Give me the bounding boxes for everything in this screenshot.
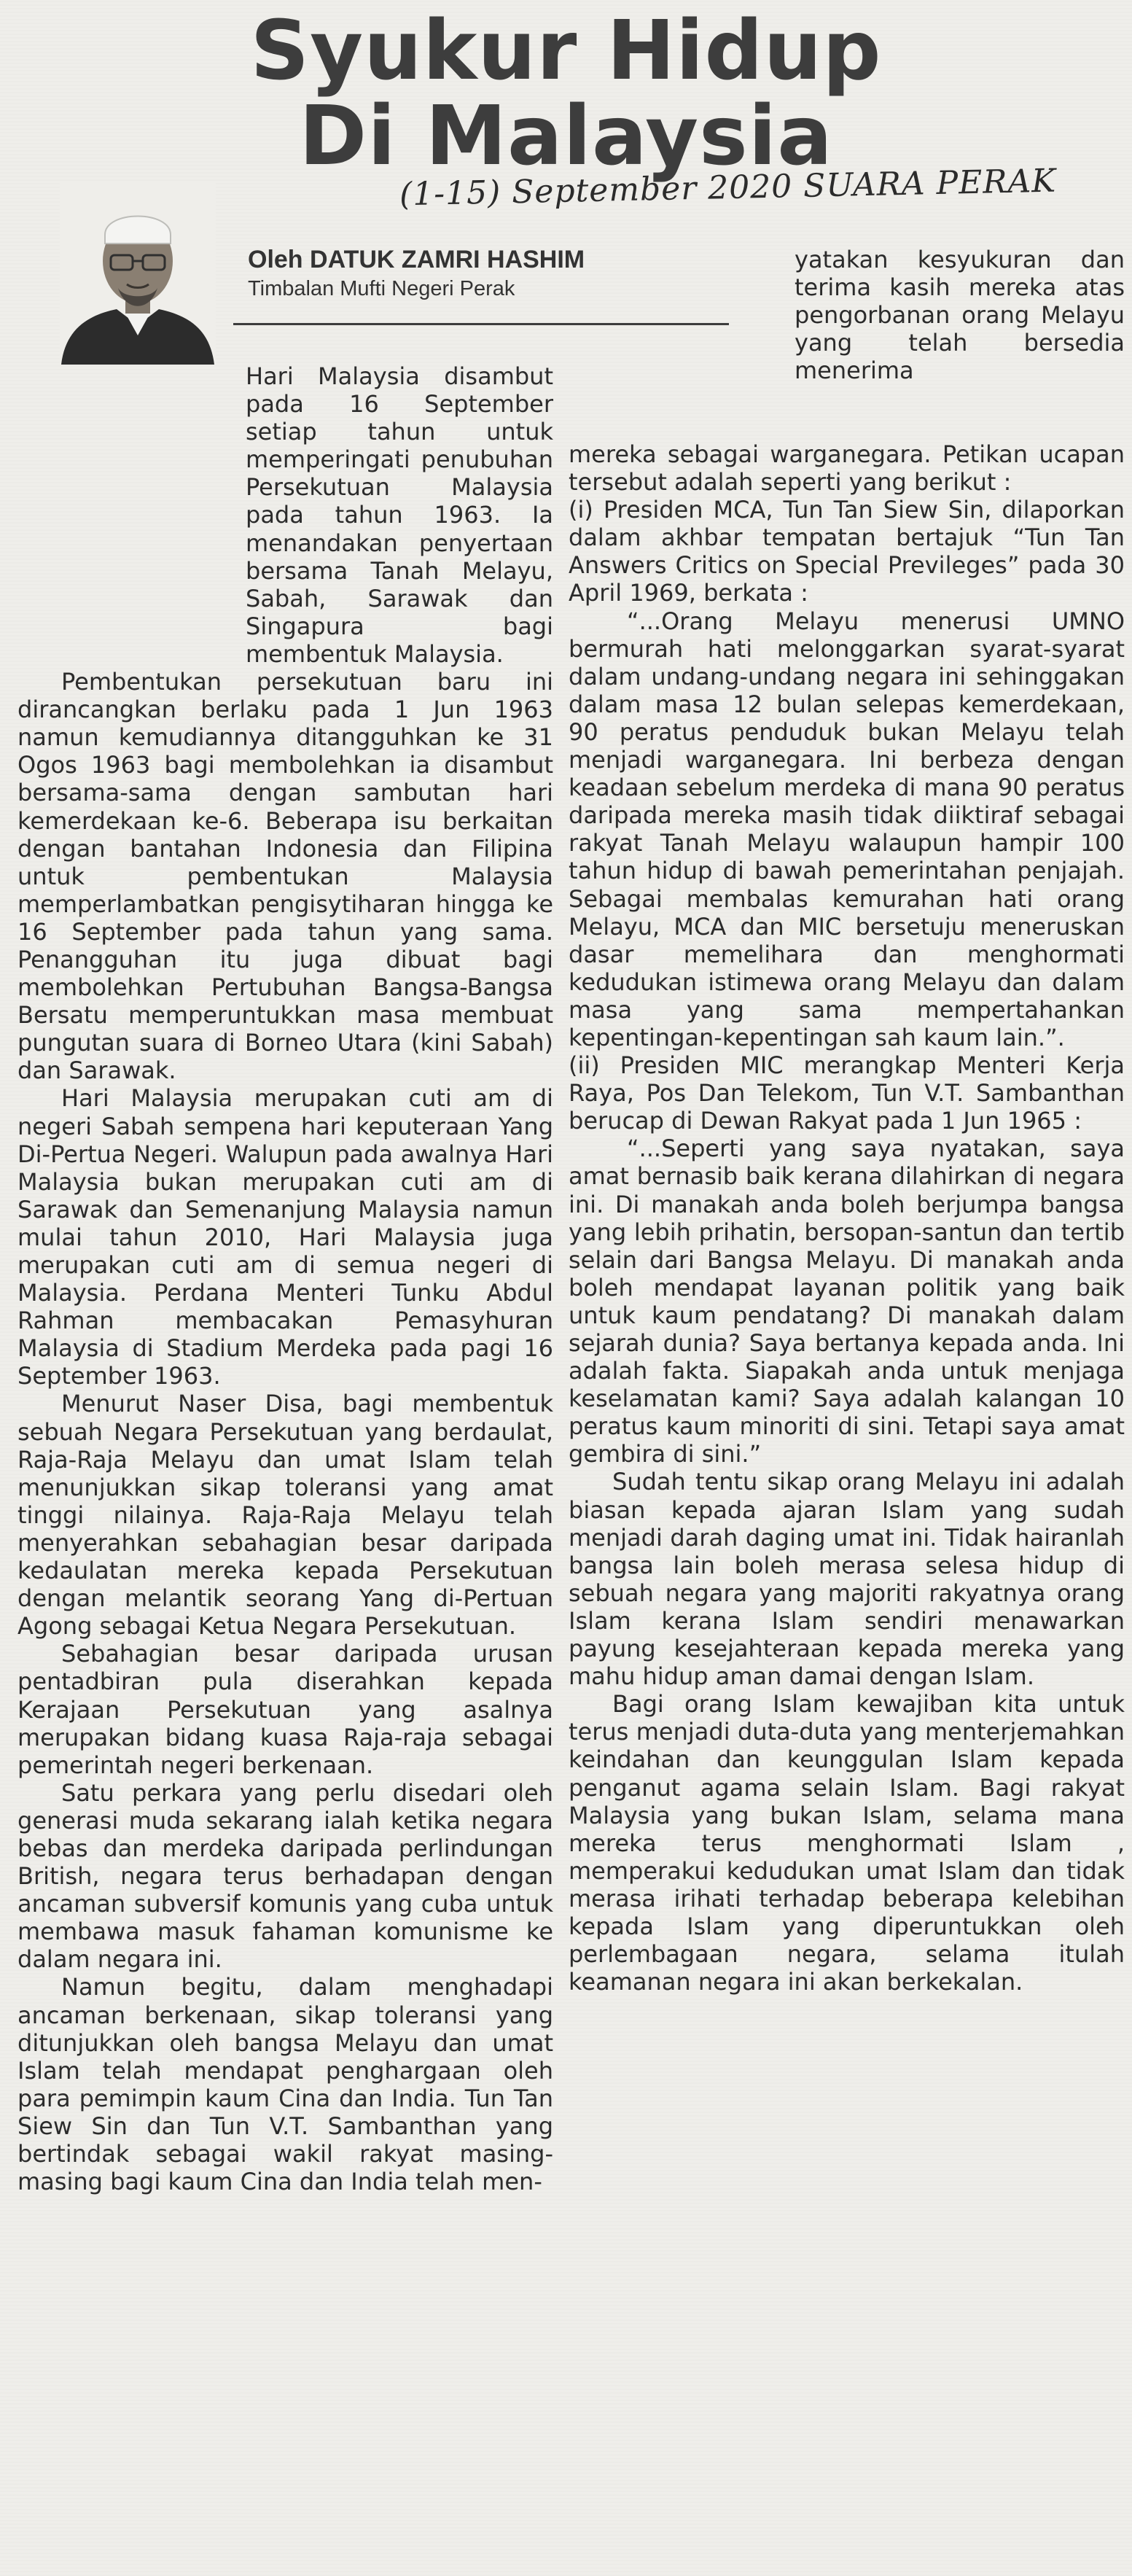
paragraph: Satu perkara yang perlu disedari oleh generasi muda sekarang ialah ketika negara bebas dan merdeka daripada perlindungan British, negara terus berhadapan dengan ancaman subversif komunis yang cuba untuk membawa masuk fahaman komunisme ke dalam negara ini. (17, 1778, 553, 1974)
article-title-line-1: Syukur Hidup (250, 4, 882, 98)
paragraph: (ii) Presiden MIC merangkap Menteri Kerja Raya, Pos Dan Telekom, Tun V.T. Sambanthan berucap di Dewan Rakyat pada 1 Jun 1965 : (569, 1051, 1125, 1135)
paragraph: Sebahagian besar daripada urusan pentadbiran pula diserahkan kepada Kerajaan Persekutuan yang asalnya merupakan bidang kuasa Raja-raja sebagai pemerintah negeri berkenaan. (17, 1640, 553, 1779)
column-right (569, 246, 1125, 1996)
quote-paragraph: “...Seperti yang saya nyatakan, saya amat bernasib baik kerana dilahirkan di negara ini. Di manakah anda boleh berjumpa bangsa yang lebih prihatin, bersopan-santun dan tertib selain dari Bangsa Melayu. Di manakah anda boleh mendapat layanan politik yang baik untuk kaum pendatang? Di manakah dalam sejarah dunia? Saya bertanya kepada anda. Ini adalah fakta. Siapakah anda untuk menjaga keselamatan kami? Saya adalah kalangan 10 peratus kaum minoriti di sini. Tetapi saya amat gembira di sini.” (569, 1135, 1125, 1468)
handwritten-source-note: (1-15) September 2020 SUARA PERAK (399, 162, 1057, 214)
paragraph: Pembentukan persekutuan baru ini dirancangkan berlaku pada 1 Jun 1963 namun kemudiannya ditangguhkan ke 31 Ogos 1963 bagi membolehkan ia disambut bersama-sama dengan sambutan hari kemerdekaan ke-6. Beberapa isu berkaitan dengan bantahan Indonesia dan Filipina untuk pembentukan Malaysia memperlambatkan pengisytiharan hingga ke 16 September pada tahun yang sama. Penangguhan itu juga dibuat bagi membolehkan Pertubuhan Bangsa-Bangsa Bersatu memperuntukkan masa membuat pungutan suara di Borneo Utara (kini Sabah) dan Sarawak. (17, 668, 553, 1085)
article-title-line-2: Di Malaysia (299, 89, 833, 184)
paragraph: yatakan kesyukuran dan terima kasih mereka atas pengorbanan orang Melayu yang telah bersedia menerima (795, 246, 1125, 385)
author-photo (60, 182, 216, 365)
paragraph: Bagi orang Islam kewajiban kita untuk terus menjadi duta-duta yang menterjemahkan keindahan dan keunggulan Islam kepada penganut agama selain Islam. Bagi rakyat Malaysia yang bukan Islam, selama mana mereka terus menghormati Islam , memperakui kedudukan umat Islam dan tidak merasa irihati terhadap beberapa kelebihan kepada Islam yang diperuntukkan oleh perlembagaan negara, selama itulah keamanan negara ini akan berkekalan. (569, 1690, 1125, 1996)
quote-paragraph: “...Orang Melayu menerusi UMNO bermurah hati melonggarkan syarat-syarat dalam undang-undang negara ini sehinggakan dalam masa 12 bulan selepas kemerdekaan, 90 peratus penduduk bukan Melayu telah menjadi warganegara. Ini berbeza dengan keadaan sebelum merdeka di mana 90 peratus daripada mereka masih tidak diiktiraf sebagai rakyat Tanah Melayu walaupun hampir 100 tahun hidup di bawah pemerintahan penjajah. Sebagai membalas kemurahan hati orang Melayu, MCA dan MIC bersetuju meneruskan dasar memelihara dan menghormati kedudukan istimewa orang Melayu dan dalam masa yang sama mempertahankan kepentingan-kepentingan sah kaum lain.”. (569, 607, 1125, 1051)
paragraph: Sudah tentu sikap orang Melayu ini adalah biasan kepada ajaran Islam yang sudah menjadi darah daging umat ini. Tidak hairanlah bangsa lain boleh merasa selesa hidup di sebuah negara yang majoriti rakyatnya orang Islam kerana Islam sendiri menawarkan payung kesejahteraan kepada mereka yang mahu hidup aman damai dengan Islam. (569, 1468, 1125, 1691)
paragraph: (i) Presiden MCA, Tun Tan Siew Sin, dilaporkan dalam akhbar tempatan bertajuk “Tun Tan Answers Critics on Special Previleges” pada 30 April 1969, berkata : (569, 496, 1125, 607)
author-position: Timbalan Mufti Negeri Perak (248, 277, 515, 300)
paragraph: mereka sebagai warganegara. Petikan ucapan tersebut adalah seperti yang berikut : (569, 440, 1125, 497)
paragraph: Namun begitu, dalam menghadapi ancaman berkenaan, sikap toleransi yang ditunjukkan oleh bangsa Melayu dan umat Islam telah mendapat penghargaan oleh para pemimpin kaum Cina dan India. Tun Tan Siew Sin dan Tun V.T. Sambanthan yang bertindak sebagai wakil rakyat masing-masing bagi kaum Cina dan India telah men- (17, 1973, 553, 2196)
paragraph: Menurut Naser Disa, bagi membentuk sebuah Negara Persekutuan yang berdaulat, Raja-Raja Melayu dan umat Islam telah menunjukkan sikap toleransi yang amat tinggi nilainya. Raja-Raja Melayu telah menyerahkan sebahagian besar daripada kedaulatan mereka kepada Persekutuan dengan melantik seorang Yang di-Pertuan Agong sebagai Ketua Negara Persekutuan. (17, 1390, 553, 1641)
paragraph: Hari Malaysia disambut pada 16 September setiap tahun untuk memperingati penubuhan Persekutuan Malaysia pada tahun 1963. Ia menandakan penyertaan bersama Tanah Melayu, Sabah, Sarawak dan Singapura bagi membentuk Malaysia. (246, 362, 553, 668)
author-byline: Oleh DATUK ZAMRI HASHIM (248, 246, 585, 273)
paragraph: Hari Malaysia merupakan cuti am di negeri Sabah sempena hari keputeraan Yang Di-Pertua Negeri. Walupun pada awalnya Hari Malaysia bukan merupakan cuti am di Sarawak dan Semenanjung Malaysia namun mulai tahun 2010, Hari Malaysia juga merupakan cuti am di semua negeri di Malaysia. Perdana Menteri Tunku Abdul Rahman membacakan Pemasyhuran Malaysia di Stadium Merdeka pada pagi 16 September 1963. (17, 1084, 553, 1390)
column-left (17, 362, 553, 2195)
